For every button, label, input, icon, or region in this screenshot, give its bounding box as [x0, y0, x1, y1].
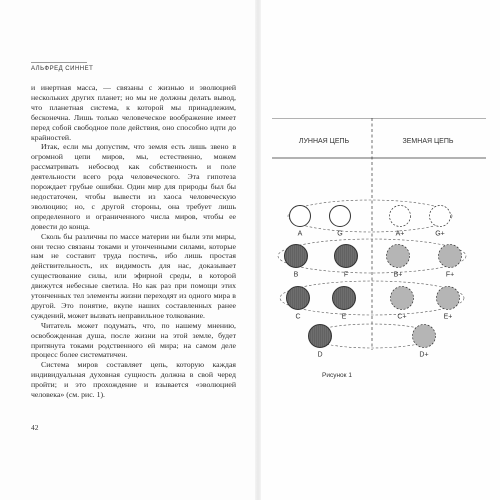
globe-group — [285, 206, 462, 359]
globe-f-plus — [439, 245, 462, 268]
globe-label: C — [295, 313, 301, 321]
running-head: АЛЬФРЕД СИННЕТ — [31, 66, 94, 72]
paragraph: Сколь бы различны по массе материи ни были эти миры, они тесно связаны токами и утонченными силами, которые нам не составит труда постичь, ибо лишь простая действительность, их видимость для нас, доказывает существование силы, или эфирной среды, в которой движутся небесные светила. Но как раз при помощи этих утонченных тел элементы жизни переходят из одного мира в другой. Это понятие, вкупе наших составленных ранее суждений, может вызвать неправильное толкование. — [31, 231, 236, 320]
paragraph: Итак, если мы допустим, что земля есть лишь звено в огромной цепи миров, мы, естественно, можем рассматривать небосвод как собственность и поле деятельности всего рода человеческого. Эта гипотеза порождает грубые ошибки. Один мир для природы был бы недостаточен, чтобы вывести из хаоса человеческую эволюцию; но, с другой стороны, она требует лишь определенного и ограниченного числа миров, чтобы ее довести до конца. — [31, 142, 236, 231]
figure-caption: Рисунок 1 — [322, 372, 352, 379]
paragraph: Система миров составляет цепь, которую каждая индивидуальная духовная сущность должна в свой черед пройти; и это прохождение и взывается «эволюцией человека» (см. рис. 1). — [31, 360, 236, 400]
globe-b-plus — [387, 245, 410, 268]
globe-label: G — [337, 230, 343, 238]
globe-b — [285, 245, 308, 268]
globe-g-plus — [430, 206, 451, 227]
globe-f — [335, 245, 358, 268]
globe-label: A+ — [395, 230, 405, 238]
globe-d — [309, 325, 332, 348]
globe-c — [287, 287, 310, 310]
globe-c-plus — [391, 287, 414, 310]
chain-diagram-svg — [268, 118, 490, 368]
globe-label: G+ — [435, 230, 445, 238]
globe-label: E — [341, 313, 347, 321]
globe-label: D+ — [419, 351, 429, 359]
page-number: 42 — [31, 423, 39, 432]
globe-label: F+ — [445, 271, 455, 279]
header-rule — [31, 62, 87, 63]
globe-label: B — [293, 271, 299, 279]
lunar-chain-header: ЛУННАЯ ЦЕПЬ — [298, 138, 350, 145]
globe-e-plus — [437, 287, 460, 310]
globe-a-plus — [390, 206, 411, 227]
globe-label: E+ — [443, 313, 453, 321]
globe-label: B+ — [393, 271, 403, 279]
globe-e — [333, 287, 356, 310]
globe-a — [290, 206, 311, 227]
globe-label: D — [317, 351, 323, 359]
globe-d-plus — [413, 325, 436, 348]
globe-label: C+ — [397, 313, 407, 321]
earth-chain-header: ЗЕМНАЯ ЦЕПЬ — [402, 138, 454, 145]
globe-label: A — [297, 230, 303, 238]
chain-diagram — [268, 118, 490, 368]
paragraph: и инертная масса, — связаны с жизнью и эволюцией нескольких других планет; но мы не должны делать вывод, что планетная система, к которой мы принадлежим, бесконечна. Лишь только человеческое воображение имеет перед собой свободное поле действия, оно способно идти до крайностей. — [31, 83, 236, 142]
book-gutter — [255, 0, 261, 500]
paragraph: Читатель может подумать, что, по нашему мнению, освобожденная душа, после жизни на этой земле, будет притянута токами родственного ей мира; на самом деле процесс более систематичен. — [31, 320, 236, 360]
globe-label: F — [343, 271, 349, 279]
connector-arc — [288, 200, 452, 232]
globe-g — [330, 206, 351, 227]
body-text — [31, 83, 236, 400]
